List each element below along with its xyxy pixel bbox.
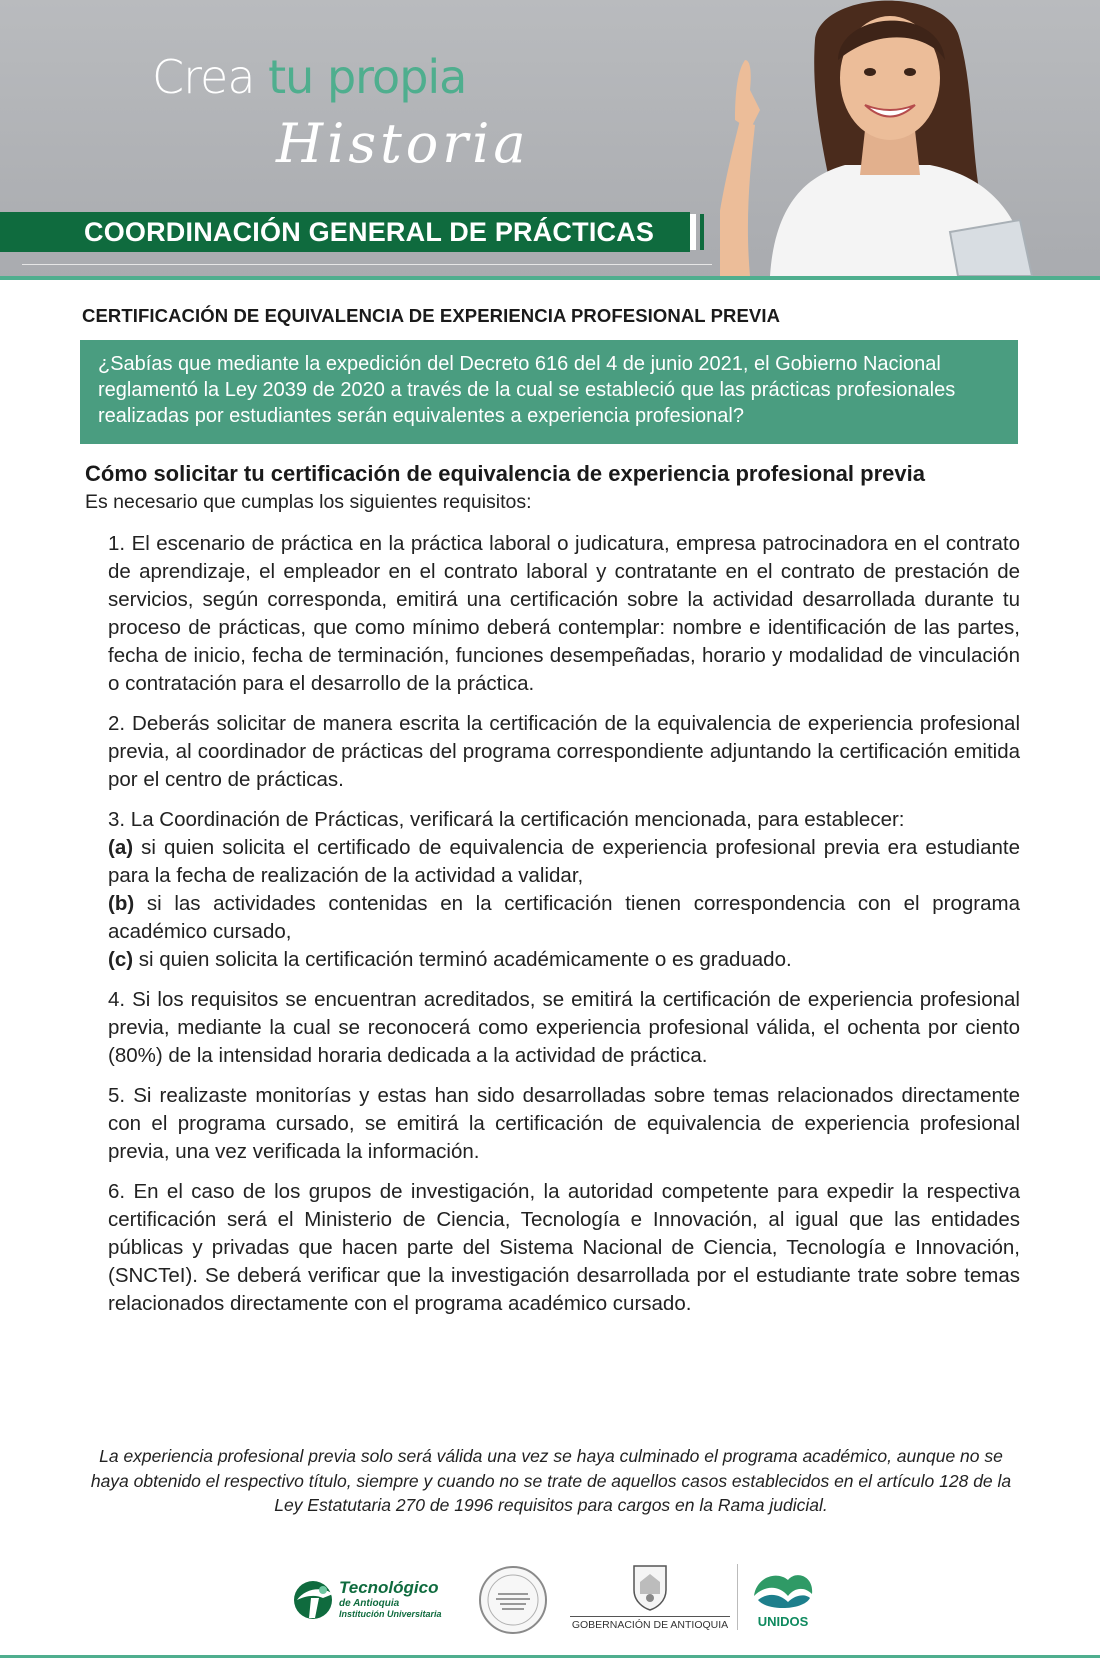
person-photo (720, 0, 1100, 276)
sub-item (108, 890, 1020, 946)
unidos-emblem-icon (748, 1566, 818, 1614)
header-band-title: COORDINACIÓN GENERAL DE PRÁCTICAS (84, 217, 655, 247)
requirement-item (108, 1178, 1020, 1318)
header-tagline-script: Historia (276, 112, 530, 175)
requirement-text: 5. Si realizaste monitorías y estas han sido desarrolladas sobre temas relacionados directamente con el programa cursado, se emitirá la certificación de equivalencia de experiencia profesional previa, una vez verificada la información. (108, 1084, 1020, 1163)
sub-item-text: si quien solicita la certificación terminó académicamente o es graduado. (133, 948, 792, 971)
requirement-text: 3. La Coordinación de Prácticas, verificará la certificación mencionada, para establecer: (108, 808, 905, 831)
requirements-list (108, 530, 1020, 1330)
bottom-rule (0, 1655, 1100, 1658)
band-accent-bar (690, 214, 696, 250)
intro-text: Es necesario que cumplas los siguientes requisitos: (85, 491, 532, 513)
logo-divider (737, 1564, 738, 1630)
header-bottom-rule (0, 276, 1100, 280)
header-tagline (152, 50, 466, 104)
section-heading: Cómo solicitar tu certificación de equivalencia de experiencia profesional previa (85, 461, 925, 486)
tagline-accent: tu propia (268, 50, 467, 104)
unidos-label: UNIDOS (757, 1614, 809, 1629)
tdea-name: Tecnológico (339, 1578, 439, 1597)
sub-item (108, 946, 1020, 974)
requirement-text: 6. En el caso de los grupos de investigación, la autoridad competente para expedir la respectiva certificación será el Ministerio de Ciencia, Tecnología e Innovación, al igual que las entidades públicas y privadas que hacen parte del Sistema Nacional de Ciencia, Tecnología e Innovación, (SNCTeI). Se deberá verificar que la investigación desarrollada por el estudiante trate sobre temas relacionados directamente con el programa académico cursado. (108, 1180, 1020, 1315)
sub-item-letter: (c) (108, 948, 134, 971)
sub-item-text: si las actividades contenidas en la certificación tienen correspondencia con el programa académico cursado, (108, 892, 1020, 943)
requirement-item (108, 530, 1020, 698)
sub-item-text: si quien solicita el certificado de equivalencia de experiencia profesional previa era estudiante para la fecha de realización de la actividad a validar, (108, 836, 1020, 887)
document-title: CERTIFICACIÓN DE EQUIVALENCIA DE EXPERIENCIA PROFESIONAL PREVIA (82, 305, 781, 326)
requirement-text: 2. Deberás solicitar de manera escrita la certificación de la equivalencia de experiencia profesional previa, al coordinador de prácticas del programa correspondiente adjuntando la certificación emitida por el centro de prácticas. (108, 712, 1020, 791)
footnote: La experiencia profesional previa solo será válida una vez se haya culminado el programa académico, aunque no se haya obtenido el respectivo título, siempre y cuando no se trate de aquellos casos establecidos en el artículo 128 de la Ley Estatutaria 270 de 1996 requisitos para cargos en la Rama judicial. (90, 1446, 1012, 1515)
header-banner (0, 0, 1100, 278)
accreditation-seal-icon (478, 1565, 548, 1635)
tdea-subtitle: de Antioquia (339, 1598, 400, 1609)
unidos-logo (748, 1566, 818, 1632)
header-underline (22, 264, 712, 265)
requirement-item (108, 710, 1020, 794)
tdea-emblem-icon (293, 1578, 337, 1622)
sub-item (108, 834, 1020, 890)
sub-item-letter: (b) (108, 892, 135, 915)
gobernacion-logo (570, 1562, 730, 1632)
info-box (80, 340, 1018, 444)
gobernacion-label: GOBERNACIÓN DE ANTIOQUIA (570, 1616, 730, 1631)
coat-of-arms-icon (630, 1562, 670, 1612)
requirement-item (108, 806, 1020, 974)
tdea-logo (293, 1578, 463, 1622)
info-box-text: ¿Sabías que mediante la expedición del Decreto 616 del 4 de junio 2021, el Gobierno Nacional reglamentó la Ley 2039 de 2020 a través de la cual se estableció que las prácticas profesionales realizadas por estudiantes serán equivalentes a experiencia profesional? (98, 353, 956, 427)
tagline-part1: Crea (152, 50, 269, 104)
sub-item-letter: (a) (108, 836, 134, 859)
requirement-text: 1. El escenario de práctica en la práctica laboral o judicatura, empresa patrocinadora en el contrato de aprendizaje, el empleador en el contrato laboral y contratante en el contrato de prestación de servicios, según corresponda, emitirá una certificación sobre la actividad desarrollada durante tu proceso de prácticas, que como mínimo deberá contemplar: nombre e identificación de las partes, fecha de inicio, fecha de terminación, funciones desempeñadas, horario y modalidad de vinculación o contratación para el desarrollo de la práctica. (108, 532, 1020, 695)
band-accent-bar-dark (700, 214, 704, 250)
tdea-subtitle-2: Institución Universitaria (339, 1609, 442, 1619)
requirement-text: 4. Si los requisitos se encuentran acreditados, se emitirá la certificación de experiencia profesional previa, mediante la cual se reconocerá como experiencia profesional válida, el ochenta por ciento (80%) de la intensidad horaria dedicada a la actividad de práctica. (108, 988, 1020, 1067)
requirement-item (108, 1082, 1020, 1166)
requirement-item (108, 986, 1020, 1070)
